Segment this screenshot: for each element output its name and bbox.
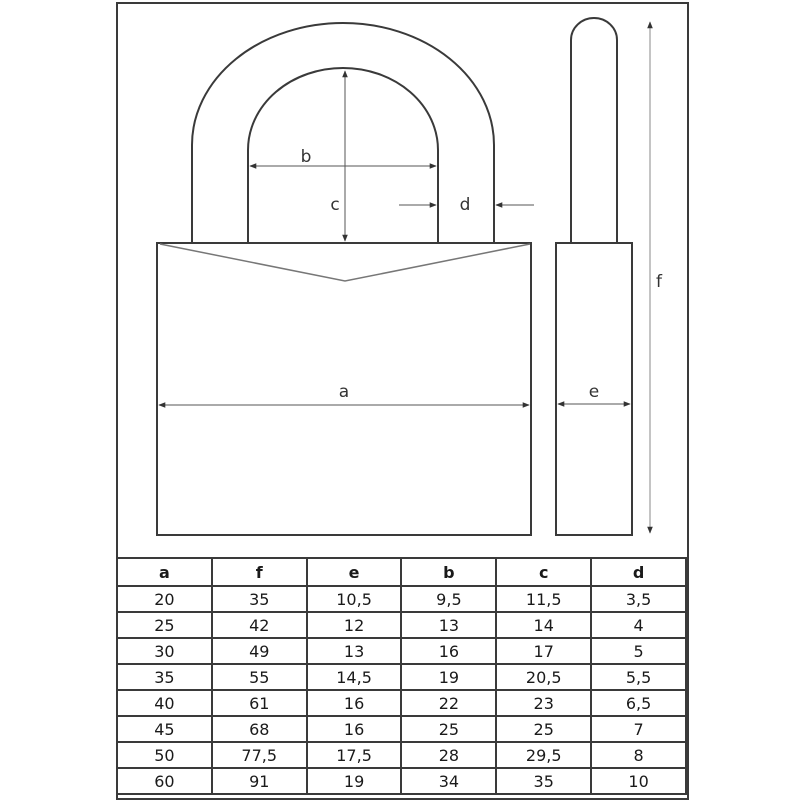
dimension-c [330,71,345,241]
table-cell-c: 23 [496,690,591,716]
label-c: c [330,195,340,215]
dimension-b [250,147,436,167]
table-row [117,586,686,612]
table-body [117,586,686,794]
table-cell-d: 10 [591,768,686,794]
table-cell-c: 11,5 [496,586,591,612]
table-header-row [117,558,686,586]
shackle-front [192,23,494,243]
table-cell-f: 55 [212,664,307,690]
label-d: d [459,195,471,215]
table-cell-b: 28 [401,742,496,768]
table-cell-f: 68 [212,716,307,742]
table-cell-f: 35 [212,586,307,612]
table-cell-e: 19 [307,768,402,794]
table-cell-e: 16 [307,690,402,716]
table-row [117,690,686,716]
label-e: e [588,382,600,402]
table-cell-c: 29,5 [496,742,591,768]
table-cell-f: 49 [212,638,307,664]
table-cell-c: 14 [496,612,591,638]
table-cell-c: 20,5 [496,664,591,690]
dimension-e [558,382,630,404]
table-cell-d: 3,5 [591,586,686,612]
table-cell-a: 50 [117,742,212,768]
label-b: b [300,147,312,167]
table-cell-f: 77,5 [212,742,307,768]
table-cell-b: 22 [401,690,496,716]
header-a: a [117,558,212,586]
table-cell-e: 13 [307,638,402,664]
label-f: f [656,272,662,292]
table-row [117,664,686,690]
table-cell-d: 7 [591,716,686,742]
table-cell-b: 9,5 [401,586,496,612]
table-cell-b: 13 [401,612,496,638]
table-cell-b: 19 [401,664,496,690]
label-a: a [338,382,350,402]
table-cell-b: 16 [401,638,496,664]
table-cell-a: 25 [117,612,212,638]
header-d: d [591,558,686,586]
dimension-a [159,382,529,405]
table-cell-b: 34 [401,768,496,794]
table-row [117,768,686,794]
table-cell-d: 4 [591,612,686,638]
table-cell-e: 12 [307,612,402,638]
table-row [117,742,686,768]
table-cell-a: 20 [117,586,212,612]
table-row [117,716,686,742]
table-cell-f: 61 [212,690,307,716]
table-cell-a: 30 [117,638,212,664]
table-cell-c: 17 [496,638,591,664]
table-cell-e: 16 [307,716,402,742]
table-cell-d: 8 [591,742,686,768]
table-cell-f: 91 [212,768,307,794]
dimensions-table [116,557,687,795]
table-row [117,638,686,664]
table-cell-d: 5,5 [591,664,686,690]
table-cell-a: 60 [117,768,212,794]
table-cell-e: 10,5 [307,586,402,612]
table-cell-d: 6,5 [591,690,686,716]
dimension-d [399,195,534,215]
header-f: f [212,558,307,586]
table-cell-b: 25 [401,716,496,742]
table-cell-e: 17,5 [307,742,402,768]
dimension-f [650,22,663,533]
table-cell-f: 42 [212,612,307,638]
table-cell-a: 45 [117,716,212,742]
header-b: b [401,558,496,586]
table-cell-a: 35 [117,664,212,690]
table-cell-a: 40 [117,690,212,716]
header-e: e [307,558,402,586]
table-cell-c: 25 [496,716,591,742]
header-c: c [496,558,591,586]
table-cell-c: 35 [496,768,591,794]
table-cell-d: 5 [591,638,686,664]
lock-side-view [556,18,632,535]
table-cell-e: 14,5 [307,664,402,690]
table-row [117,612,686,638]
